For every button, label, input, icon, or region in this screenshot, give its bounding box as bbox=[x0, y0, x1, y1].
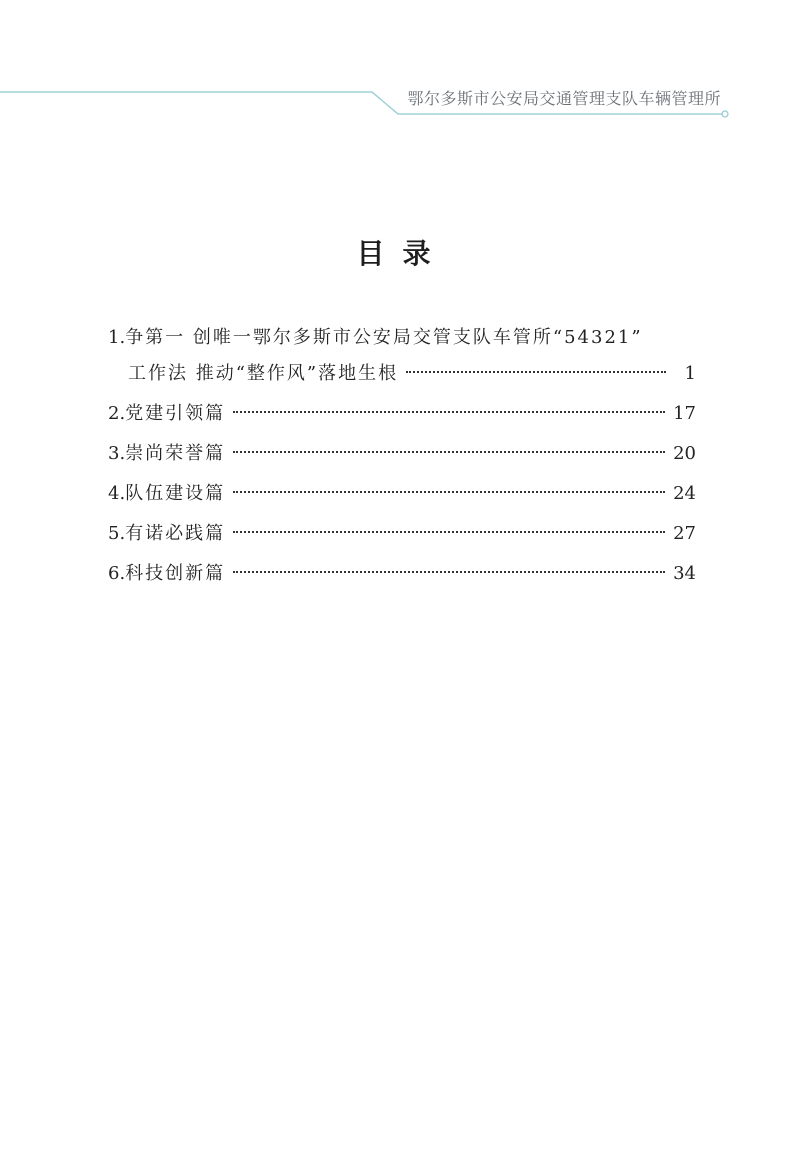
toc-entry-page: 20 bbox=[673, 443, 696, 464]
header-title: 鄂尔多斯市公安局交通管理支队车辆管理所 bbox=[407, 89, 721, 108]
toc-title: 目录 bbox=[356, 237, 449, 270]
toc-entry-number: 2. bbox=[108, 403, 126, 424]
toc-dot-leader bbox=[406, 371, 666, 373]
header-rule-dot bbox=[722, 111, 728, 117]
toc-entry-page: 24 bbox=[673, 483, 696, 504]
toc-entry-page: 34 bbox=[673, 563, 696, 584]
toc-dot-leader bbox=[233, 491, 665, 493]
toc-entry-number: 4. bbox=[108, 483, 126, 504]
toc-dot-leader bbox=[233, 531, 665, 533]
toc-entry-page: 17 bbox=[673, 403, 696, 424]
toc-entry-5[interactable] bbox=[108, 518, 696, 558]
toc-entry-label: 党建引领篇 bbox=[125, 403, 226, 424]
toc-entry-page: 27 bbox=[673, 523, 696, 544]
toc-entry-label: 科技创新篇 bbox=[125, 563, 226, 584]
toc-list bbox=[108, 322, 696, 598]
toc-entry-1-line1[interactable] bbox=[108, 322, 696, 358]
toc-entry-4[interactable] bbox=[108, 478, 696, 518]
toc-dot-leader bbox=[233, 451, 665, 453]
toc-entry-label: 崇尚荣誉篇 bbox=[125, 443, 226, 464]
toc-dot-leader bbox=[233, 411, 665, 413]
toc-entry-3[interactable] bbox=[108, 438, 696, 478]
toc-entry-page: 1 bbox=[684, 363, 696, 384]
toc-entry-1-line2[interactable] bbox=[108, 358, 696, 398]
toc-entry-label: 争第一 创唯一鄂尔多斯市公安局交管支队车管所“54321” bbox=[125, 327, 643, 348]
toc-entry-label-continued: 工作法 推动“整作风”落地生根 bbox=[128, 363, 399, 384]
toc-entry-number: 3. bbox=[108, 443, 126, 464]
toc-entry-number: 1. bbox=[108, 327, 126, 348]
toc-entry-number: 5. bbox=[108, 523, 126, 544]
toc-entry-6[interactable] bbox=[108, 558, 696, 598]
toc-entry-number: 6. bbox=[108, 563, 126, 584]
toc-dot-leader bbox=[233, 571, 665, 573]
toc-entry-label: 队伍建设篇 bbox=[125, 483, 226, 504]
toc-entry-label: 有诺必践篇 bbox=[125, 523, 226, 544]
toc-entry-2[interactable] bbox=[108, 398, 696, 438]
